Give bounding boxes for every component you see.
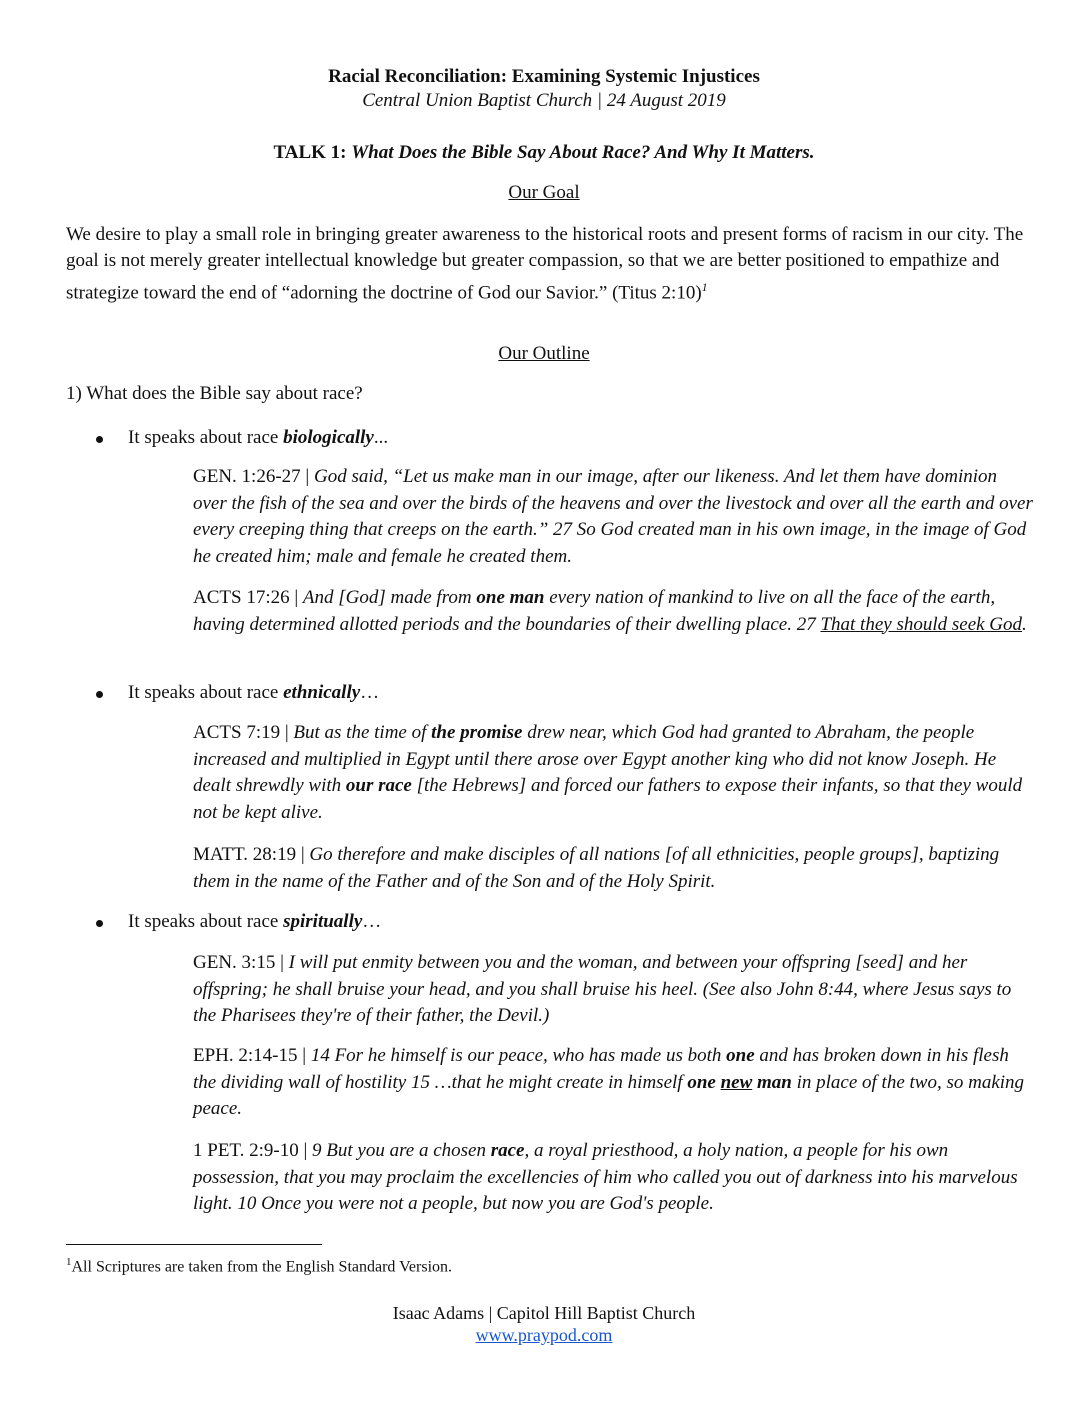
footer-link[interactable]: www.praypod.com xyxy=(475,1325,613,1345)
verse-ref: 1 PET. 2:9-10 | xyxy=(193,1140,313,1161)
verse-ref: GEN. 3:15 | xyxy=(193,952,289,973)
verse-text: Go therefore and make disciples of all nations [of all ethnicities, people groups], baptizing them in the name of the Father and of the Son and of the Holy Spirit. xyxy=(193,844,1000,892)
goal-text: We desire to play a small role in bringing greater awareness to the historical roots and present forms of racism in our city. The goal is not merely greater intellectual knowledge but greater compassion, so that we are better positioned to empathize and strategize toward the end of “adorning the doctrine of God our Savior.” (Titus 2:10) xyxy=(66,224,1024,304)
verse-ref: GEN. 1:26-27 | xyxy=(193,466,314,487)
verse-ref: ACTS 17:26 | xyxy=(193,587,303,608)
verse-1-pet-2-9: 1 PET. 2:9-10 | 9 But you are a chosen race, a royal priesthood, a holy nation, a people for his own possession, that you may proclaim the excellencies of him who called you out of darkness into his marvelous light. 10 Once you were not a people, but now you are God's people. xyxy=(193,1140,1018,1214)
goal-heading: Our Goal xyxy=(508,182,580,203)
bullet-text: It speaks about race spiritually… xyxy=(128,911,382,932)
verse-gen-3-15 xyxy=(193,950,1033,1030)
outline-heading: Our Outline xyxy=(498,343,590,364)
verse-acts-17-26: ACTS 17:26 | And [God] made from one man every nation of mankind to live on all the face of the earth, having determined allotted periods and the boundaries of their dwelling place. 27 That they should seek God. xyxy=(193,587,1027,635)
document-title: Racial Reconciliation: Examining Systemic Injustices xyxy=(328,66,760,87)
document-subtitle: Central Union Baptist Church | 24 August 2019 xyxy=(362,90,726,111)
goal-footnote-mark: 1 xyxy=(701,280,708,294)
verse-acts-7-19: ACTS 7:19 | But as the time of the promise drew near, which God had granted to Abraham, the people increased and multiplied in Egypt until there arose over Egypt another king who did not know Joseph. He dealt shrewdly with our race [the Hebrews] and forced our fathers to expose their infants, so that they would not be kept alive. xyxy=(193,722,1023,823)
bullet-dot-icon xyxy=(96,436,103,443)
talk-label: TALK 1: xyxy=(273,142,352,163)
goal-paragraph xyxy=(66,222,1026,306)
verse-text: God said, “Let us make man in our image, after our likeness. And let them have dominion over the fish of the sea and over the birds of the heavens and over the livestock and over all the earth and over every creeping thing that creeps on the earth.” 27 So God created man in his own image, in the image of God he created him; male and female he created them. xyxy=(193,466,1033,567)
talk-title: What Does the Bible Say About Race? And Why It Matters. xyxy=(351,142,815,163)
verse-ref: ACTS 7:19 | xyxy=(193,722,294,743)
outline-question: 1) What does the Bible say about race? xyxy=(66,383,363,404)
talk-heading xyxy=(0,142,1088,164)
verse-ref: MATT. 28:19 | xyxy=(193,844,310,865)
bullet-text: It speaks about race ethnically… xyxy=(128,682,380,703)
footnote xyxy=(66,1256,452,1276)
footer-author: Isaac Adams | Capitol Hill Baptist Church xyxy=(392,1303,696,1323)
bullet-dot-icon xyxy=(96,920,103,927)
verse-gen-1-26 xyxy=(193,464,1033,570)
bullet-text: It speaks about race biologically... xyxy=(128,427,389,448)
verse-matt-28-19 xyxy=(193,842,1033,895)
footnote-text: All Scriptures are taken from the English Standard Version. xyxy=(71,1258,453,1276)
bullet-dot-icon xyxy=(96,691,103,698)
footnote-mark: 1 xyxy=(66,1256,72,1268)
footnote-divider xyxy=(66,1244,322,1245)
verse-eph-2-14: EPH. 2:14-15 | 14 For he himself is our peace, who has made us both one and has broken down in his flesh the dividing wall of hostility 15 …that he might create in himself one new man in place of the two, so making peace. xyxy=(193,1045,1025,1119)
verse-ref: EPH. 2:14-15 | xyxy=(193,1045,311,1066)
verse-text: I will put enmity between you and the woman, and between your offspring [seed] and her offspring; he shall bruise your head, and you shall bruise his heel. (See also John 8:44, where Jesus says to the Pharisees they're of their father, the Devil.) xyxy=(193,952,1012,1026)
